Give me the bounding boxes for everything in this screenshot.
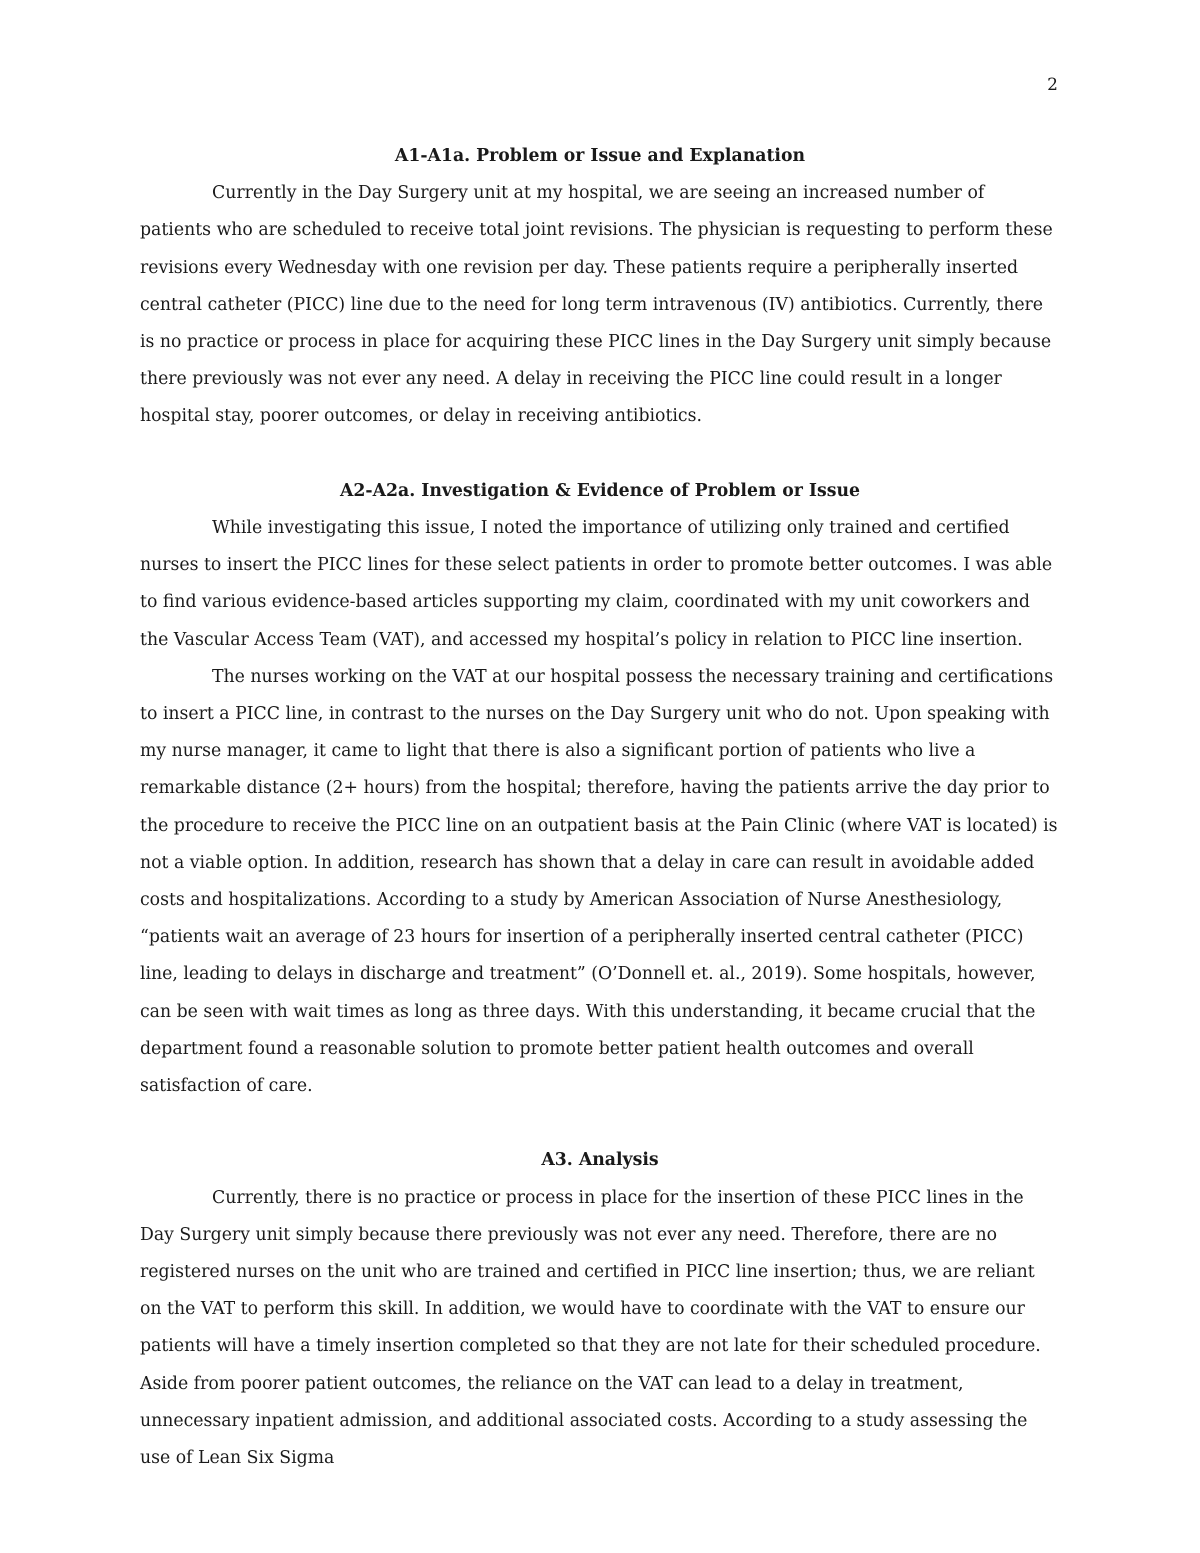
section-problem-explanation [140,138,1060,436]
document-body [140,138,1060,1477]
section-analysis [140,1142,1060,1477]
section-investigation-evidence [140,473,1060,1105]
page-number: 2 [1047,75,1058,95]
body-paragraph: The nurses working on the VAT at our hospital possess the necessary training and certifications to insert a PICC line, in contrast to the nurses on the Day Surgery unit who do not. Upon speaking with my nurse manager, it came to light that there is also a significant portion of patients who live a remarkable distance (2+ hours) from the hospital; therefore, having the patients arrive the day prior to the procedure to receive the PICC line on an outpatient basis at the Pain Clinic (where VAT is located) is not a viable option. In addition, research has shown that a delay in care can result in avoidable added costs and hospitalizations. According to a study by American Association of Nurse Anesthesiology, “patients wait an average of 23 hours for insertion of a peripherally inserted central catheter (PICC) line, leading to delays in discharge and treatment” (O’Donnell et. al., 2019). Some hospitals, however, can be seen with wait times as long as three days. With this understanding, it became crucial that the department found a reasonable solution to promote better patient health outcomes and overall satisfaction of care. [140,666,1058,1097]
section-heading: A2-A2a. Investigation & Evidence of Problem or Issue [339,480,861,501]
section-heading: A1-A1a. Problem or Issue and Explanation [394,146,806,166]
section-heading: A3. Analysis [541,1150,659,1171]
body-paragraph: Currently in the Day Surgery unit at my hospital, we are seeing an increased number of patients who are scheduled to receive total joint revisions. The physician is requesting to perform these revisions every Wednesday with one revision per day. These patients require a peripherally inserted central catheter (PICC) line due to the need for long term intravenous (IV) antibiotics. Currently, there is no practice or process in place for acquiring these PICC lines in the Day Surgery unit simply because there previously was not ever any need. A delay in receiving the PICC line could result in a longer hospital stay, poorer outcomes, or delay in receiving antibiotics. [140,183,1053,427]
body-paragraph: Currently, there is no practice or process in place for the insertion of these PICC lines in the Day Surgery unit simply because there previously was not ever any need. Therefore, there are no registered nurses on the unit who are trained and certified in PICC line insertion; thus, we are reliant on the VAT to perform this skill. In addition, we would have to coordinate with the VAT to ensure our patients will have a timely insertion completed so that they are not late for their scheduled procedure. Aside from poorer patient outcomes, the reliance on the VAT can lead to a delay in treatment, unnecessary inpatient admission, and additional associated costs. According to a study assessing the use of Lean Six Sigma [140,1187,1041,1469]
body-paragraph: While investigating this issue, I noted the importance of utilizing only trained and certified nurses to insert the PICC lines for these select patients in order to promote better outcomes. I was able to find various evidence-based articles supporting my claim, coordinated with my unit coworkers and the Vascular Access Team (VAT), and accessed my hospital’s policy in relation to PICC line insertion. [140,518,1053,650]
